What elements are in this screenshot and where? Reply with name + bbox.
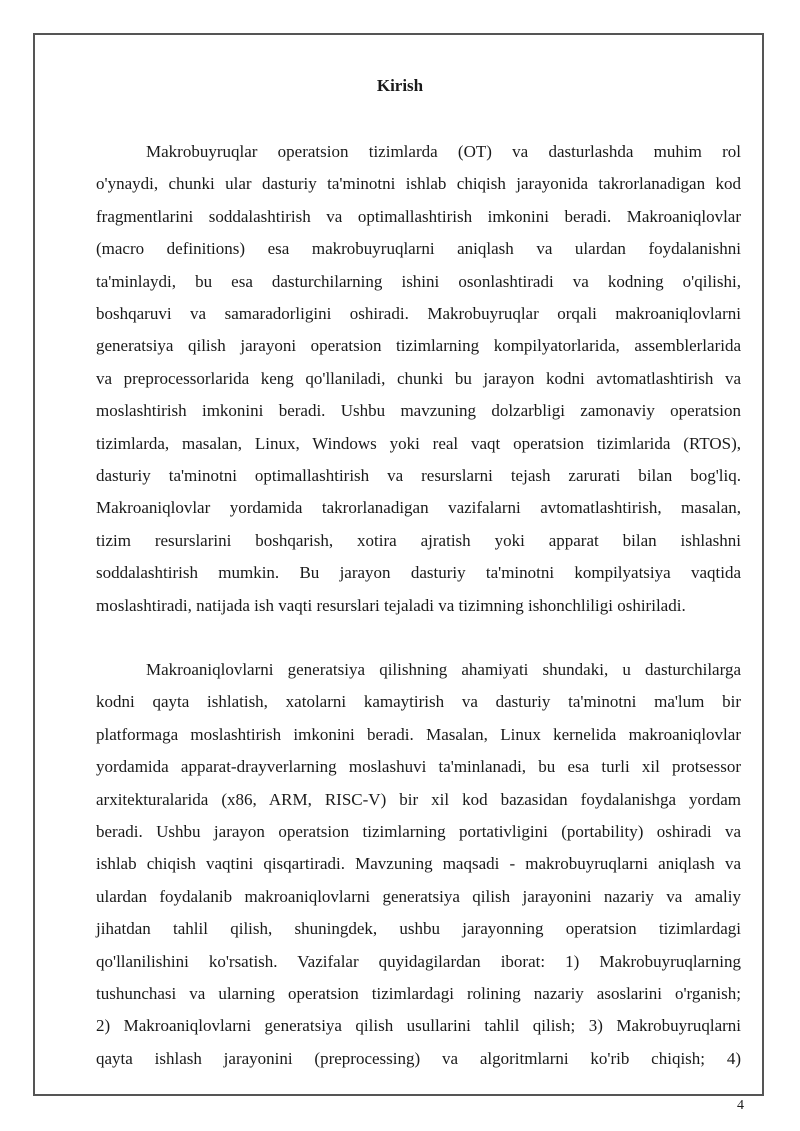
text-line: qayta ishlash jarayonini (preprocessing) va algoritmlarni ko'rib chiqish; 4) (96, 1048, 741, 1068)
text-line: va preprocessorlarida keng qo'llaniladi, chunki bu jarayon kodni avtomatlashtirish va (96, 368, 741, 388)
text-line: ishlab chiqish vaqtini qisqartiradi. Mavzuning maqsadi - makrobuyruqlarni aniqlash va (96, 854, 741, 874)
text-line: Makrobuyruqlar operatsion tizimlarda (OT) va dasturlashda muhim rol (146, 142, 741, 161)
text-line: fragmentlarini soddalashtirish va optimallashtirish imkonini beradi. Makroaniqlovlar (96, 206, 741, 226)
text-line: tizim resurslarini boshqarish, xotira ajratish yoki apparat bilan ishlashni (96, 530, 741, 550)
text-line: boshqaruvi va samaradorligini oshiradi. Makrobuyruqlar orqali makroaniqlovlarni (96, 304, 741, 324)
text-line: soddalashtirish mumkin. Bu jarayon dasturiy ta'minotni kompilyatsiya vaqtida (96, 563, 741, 583)
text-line: arxitekturalarida (x86, ARM, RISC-V) bir xil kod bazasidan foydalanishga yordam (96, 789, 741, 809)
text-line: tushunchasi va ularning operatsion tizimlardagi rolining nazariy asoslarini o'rganish; (96, 984, 741, 1004)
text-line: jihatdan tahlil qilish, shuningdek, ushbu jarayonning operatsion tizimlardagi (96, 919, 741, 939)
text-line: ta'minlaydi, bu esa dasturchilarning ishini osonlashtiradi va kodning o'qilishi, (96, 271, 741, 291)
text-line: tizimlarda, masalan, Linux, Windows yoki real vaqt operatsion tizimlarida (RTOS), (96, 433, 741, 453)
text-line: kodni qayta ishlatish, xatolarni kamaytirish va dasturiy ta'minotni ma'lum bir (96, 692, 741, 712)
text-line: moslashtirish imkonini beradi. Ushbu mavzuning dolzarbligi zamonaviy operatsion (96, 401, 741, 421)
text-line: o'ynaydi, chunki ular dasturiy ta'minotni ishlab chiqish jarayonida takrorlanadigan kod (96, 174, 741, 194)
text-line: moslashtiradi, natijada ish vaqti resurslari tejaladi va tizimning ishonchliligi oshiriladi. (96, 595, 686, 615)
paragraph-2 (96, 654, 741, 1075)
text-line: dasturiy ta'minotni optimallashtirish va resurslarni tejash zarurati bilan bog'liq. (96, 466, 741, 486)
text-line: (macro definitions) esa makrobuyruqlarni aniqlash va ulardan foydalanishni (96, 239, 741, 259)
page-title: Kirish (376, 76, 424, 95)
page-number: 4 (737, 1098, 744, 1113)
paragraph-1 (96, 136, 741, 622)
text-line: 2) Makroaniqlovlarni generatsiya qilish usullarini tahlil qilish; 3) Makrobuyruqlarni (96, 1016, 741, 1036)
text-line: Makroaniqlovlar yordamida takrorlanadigan vazifalarni avtomatlashtirish, masalan, (96, 498, 741, 518)
text-line: beradi. Ushbu jarayon operatsion tizimlarning portativligini (portability) oshiradi va (96, 822, 741, 842)
text-line: platformaga moslashtirish imkonini beradi. Masalan, Linux kernelida makroaniqlovlar (96, 724, 741, 744)
text-line: generatsiya qilish jarayoni operatsion tizimlarning kompilyatorlarida, assemblerlarida (96, 336, 741, 356)
text-line: yordamida apparat-drayverlarning moslashuvi ta'minlanadi, bu esa turli xil protsessor (96, 757, 741, 777)
text-line: ulardan foydalanib makroaniqlovlarni generatsiya qilish jarayonini nazariy va amaliy (96, 886, 741, 906)
text-line: Makroaniqlovlarni generatsiya qilishning ahamiyati shundaki, u dasturchilarga (146, 660, 741, 679)
text-line: qo'llanilishini ko'rsatish. Vazifalar quyidagilardan iborat: 1) Makrobuyruqlarning (96, 951, 741, 971)
